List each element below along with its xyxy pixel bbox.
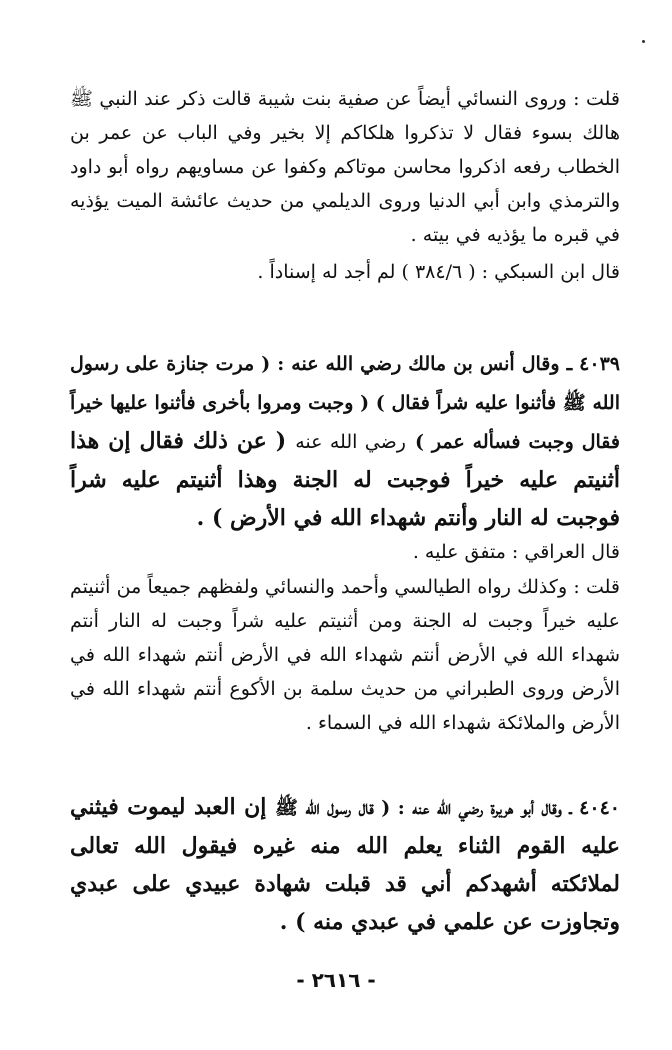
hadith-4040-text (70, 788, 620, 941)
iraqi-note-text: قال العراقي : متفق عليه . (412, 541, 620, 563)
subki-note-text: قال ابن السبكي : ( ٣٨٤/٦ ) لم أجد له إسناداً . (257, 261, 620, 283)
commentary-paragraph-1 (70, 82, 620, 252)
iraqi-note (70, 535, 620, 569)
hadith-4040-body: إن العبد ليموت فيثني عليه القوم الثناء يعلم الله منه غيره فيقول الله تعالى لملائكته أشهدكم أني قد قبلت شهادة عبيدي على عبدي وتجاوزت عن علمي في عبدي منه ) . (70, 794, 620, 935)
commentary-text-1: قلت : وروى النسائي أيضاً عن صفية بنت شيبة قالت ذكر عند النبي ﷺ هالك بسوء فقال لا تذكروا هلكاكم إلا بخير وفي الباب عن عمر بن الخطاب رفعه اذكروا محاسن موتاكم وكفوا عن مساويهم رواه أبو داود والترمذي وابن أبي الدنيا وروى الديلمي من حديث عائشة الميت يؤذيه في قبره ما يؤذيه في بيته . (70, 88, 620, 246)
commentary-text-2: قلت : وكذلك رواه الطيالسي وأحمد والنسائي ولفظهم جميعاً من أثنيتم عليه خيراً وجبت له الجنة ومن أثنيتم عليه شراً وجبت له النار أنتم شهداء الله في الأرض أنتم شهداء الله في الأرض أنتم شهداء الله في الأرض وروى الطبراني من حديث سلمة بن الأكوع أنتم شهداء الله في الأرض والملائكة شهداء الله في السماء . (70, 576, 620, 734)
hadith-4039 (70, 344, 620, 537)
subki-note (70, 255, 620, 289)
hadith-4040-intro: ٤٠٤٠ ـ وقال أبو هريرة رضي الله عنه : ( قال رسول الله ﷺ (274, 797, 620, 819)
margin-dot (642, 40, 645, 43)
hadith-4039-text (70, 344, 620, 537)
hadith-4039-body: ( عن ذلك فقال إن هذا أثنيتم عليه خيراً فوجبت له الجنة وهذا أثنيتم عليه شراً فوجبت له النار وأنتم شهداء الله في الأرض ) . (70, 428, 620, 531)
hadith-4040 (70, 788, 620, 941)
hadith-4039-intro: ٤٠٣٩ ـ وقال أنس بن مالك رضي الله عنه : ( مرت جنازة على رسول الله ﷺ فأثنوا عليه شراً فقال ) ( وجبت ومروا بأخرى فأثنوا عليها خيراً فقال وجبت فسأله عمر ) (70, 353, 620, 453)
page-number: - ٢٦١٦ - (296, 968, 376, 992)
commentary-paragraph-2 (70, 570, 620, 740)
hadith-4039-aside: رضي الله عنه (295, 431, 406, 453)
